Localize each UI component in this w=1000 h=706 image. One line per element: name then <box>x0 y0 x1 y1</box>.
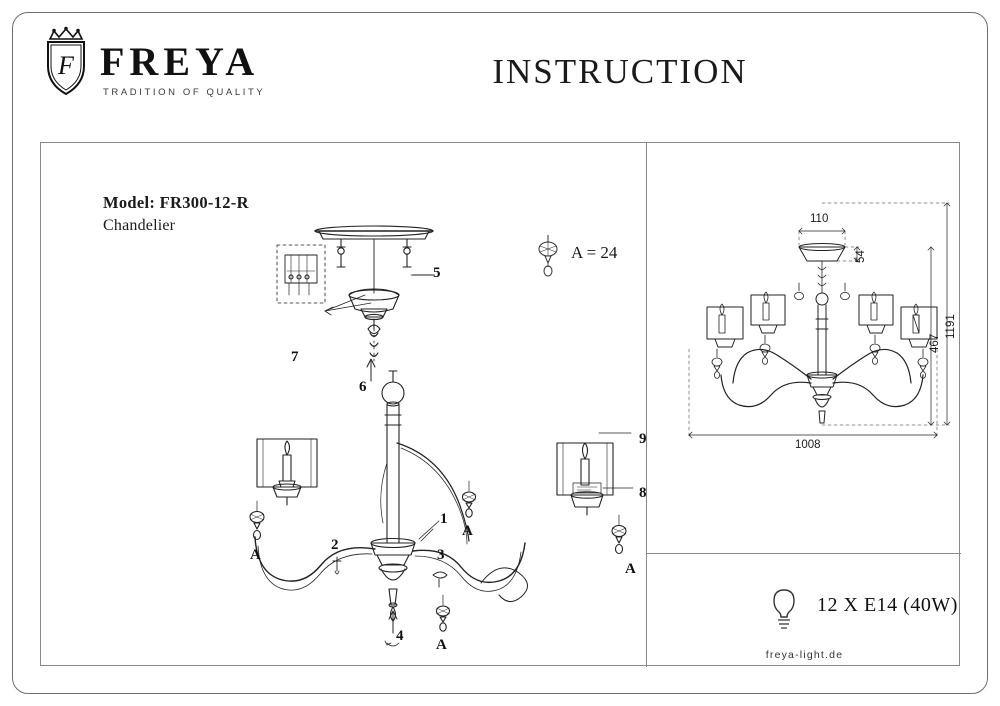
callout-6: 6 <box>359 379 367 395</box>
crystal-marker-a-mid: A <box>462 523 473 539</box>
lamp-spec-panel <box>647 554 961 666</box>
chandelier-dimension-drawing <box>647 143 961 553</box>
dimension-canopy-width: 110 <box>810 213 829 225</box>
callout-3: 3 <box>437 547 445 563</box>
dimension-diagram-panel <box>647 143 961 553</box>
model-number: FR300-12-R <box>159 193 249 212</box>
page-title: INSTRUCTION <box>492 52 748 91</box>
brand-logo <box>40 26 265 98</box>
content-frame <box>40 142 960 666</box>
dimension-total-height: 1191 <box>945 314 957 339</box>
chandelier-exploded-drawing <box>41 143 646 667</box>
crystal-quantity-label: A = 24 <box>571 243 618 262</box>
crest-icon <box>40 26 92 98</box>
lamp-spec-label: 12 X E14 (40W) <box>817 594 958 616</box>
dimension-body-height: 467 <box>929 333 941 353</box>
svg-text:F: F <box>58 51 74 80</box>
header <box>40 26 960 122</box>
product-type: Chandelier <box>103 217 176 234</box>
brand-tagline: TRADITION OF QUALITY <box>103 87 266 98</box>
callout-5: 5 <box>433 265 441 281</box>
callout-7: 7 <box>291 349 299 365</box>
crystal-marker-a-bottom: A <box>436 637 447 653</box>
callout-9: 9 <box>639 431 647 447</box>
callout-2: 2 <box>331 537 339 553</box>
bulb-icon <box>765 586 803 632</box>
callout-4: 4 <box>396 628 404 644</box>
dimension-total-width: 1008 <box>795 439 821 451</box>
website-label: freya-light.de <box>765 649 844 661</box>
model-label-text: Model: <box>103 193 156 212</box>
crystal-marker-a-left: A <box>250 547 261 563</box>
brand-name: FREYA <box>100 39 260 84</box>
crystal-marker-a-right: A <box>625 561 636 577</box>
callout-1: 1 <box>440 511 448 527</box>
assembly-diagram-panel <box>41 143 646 667</box>
dimension-canopy-height: 54 <box>855 250 867 263</box>
callout-8: 8 <box>639 485 647 501</box>
